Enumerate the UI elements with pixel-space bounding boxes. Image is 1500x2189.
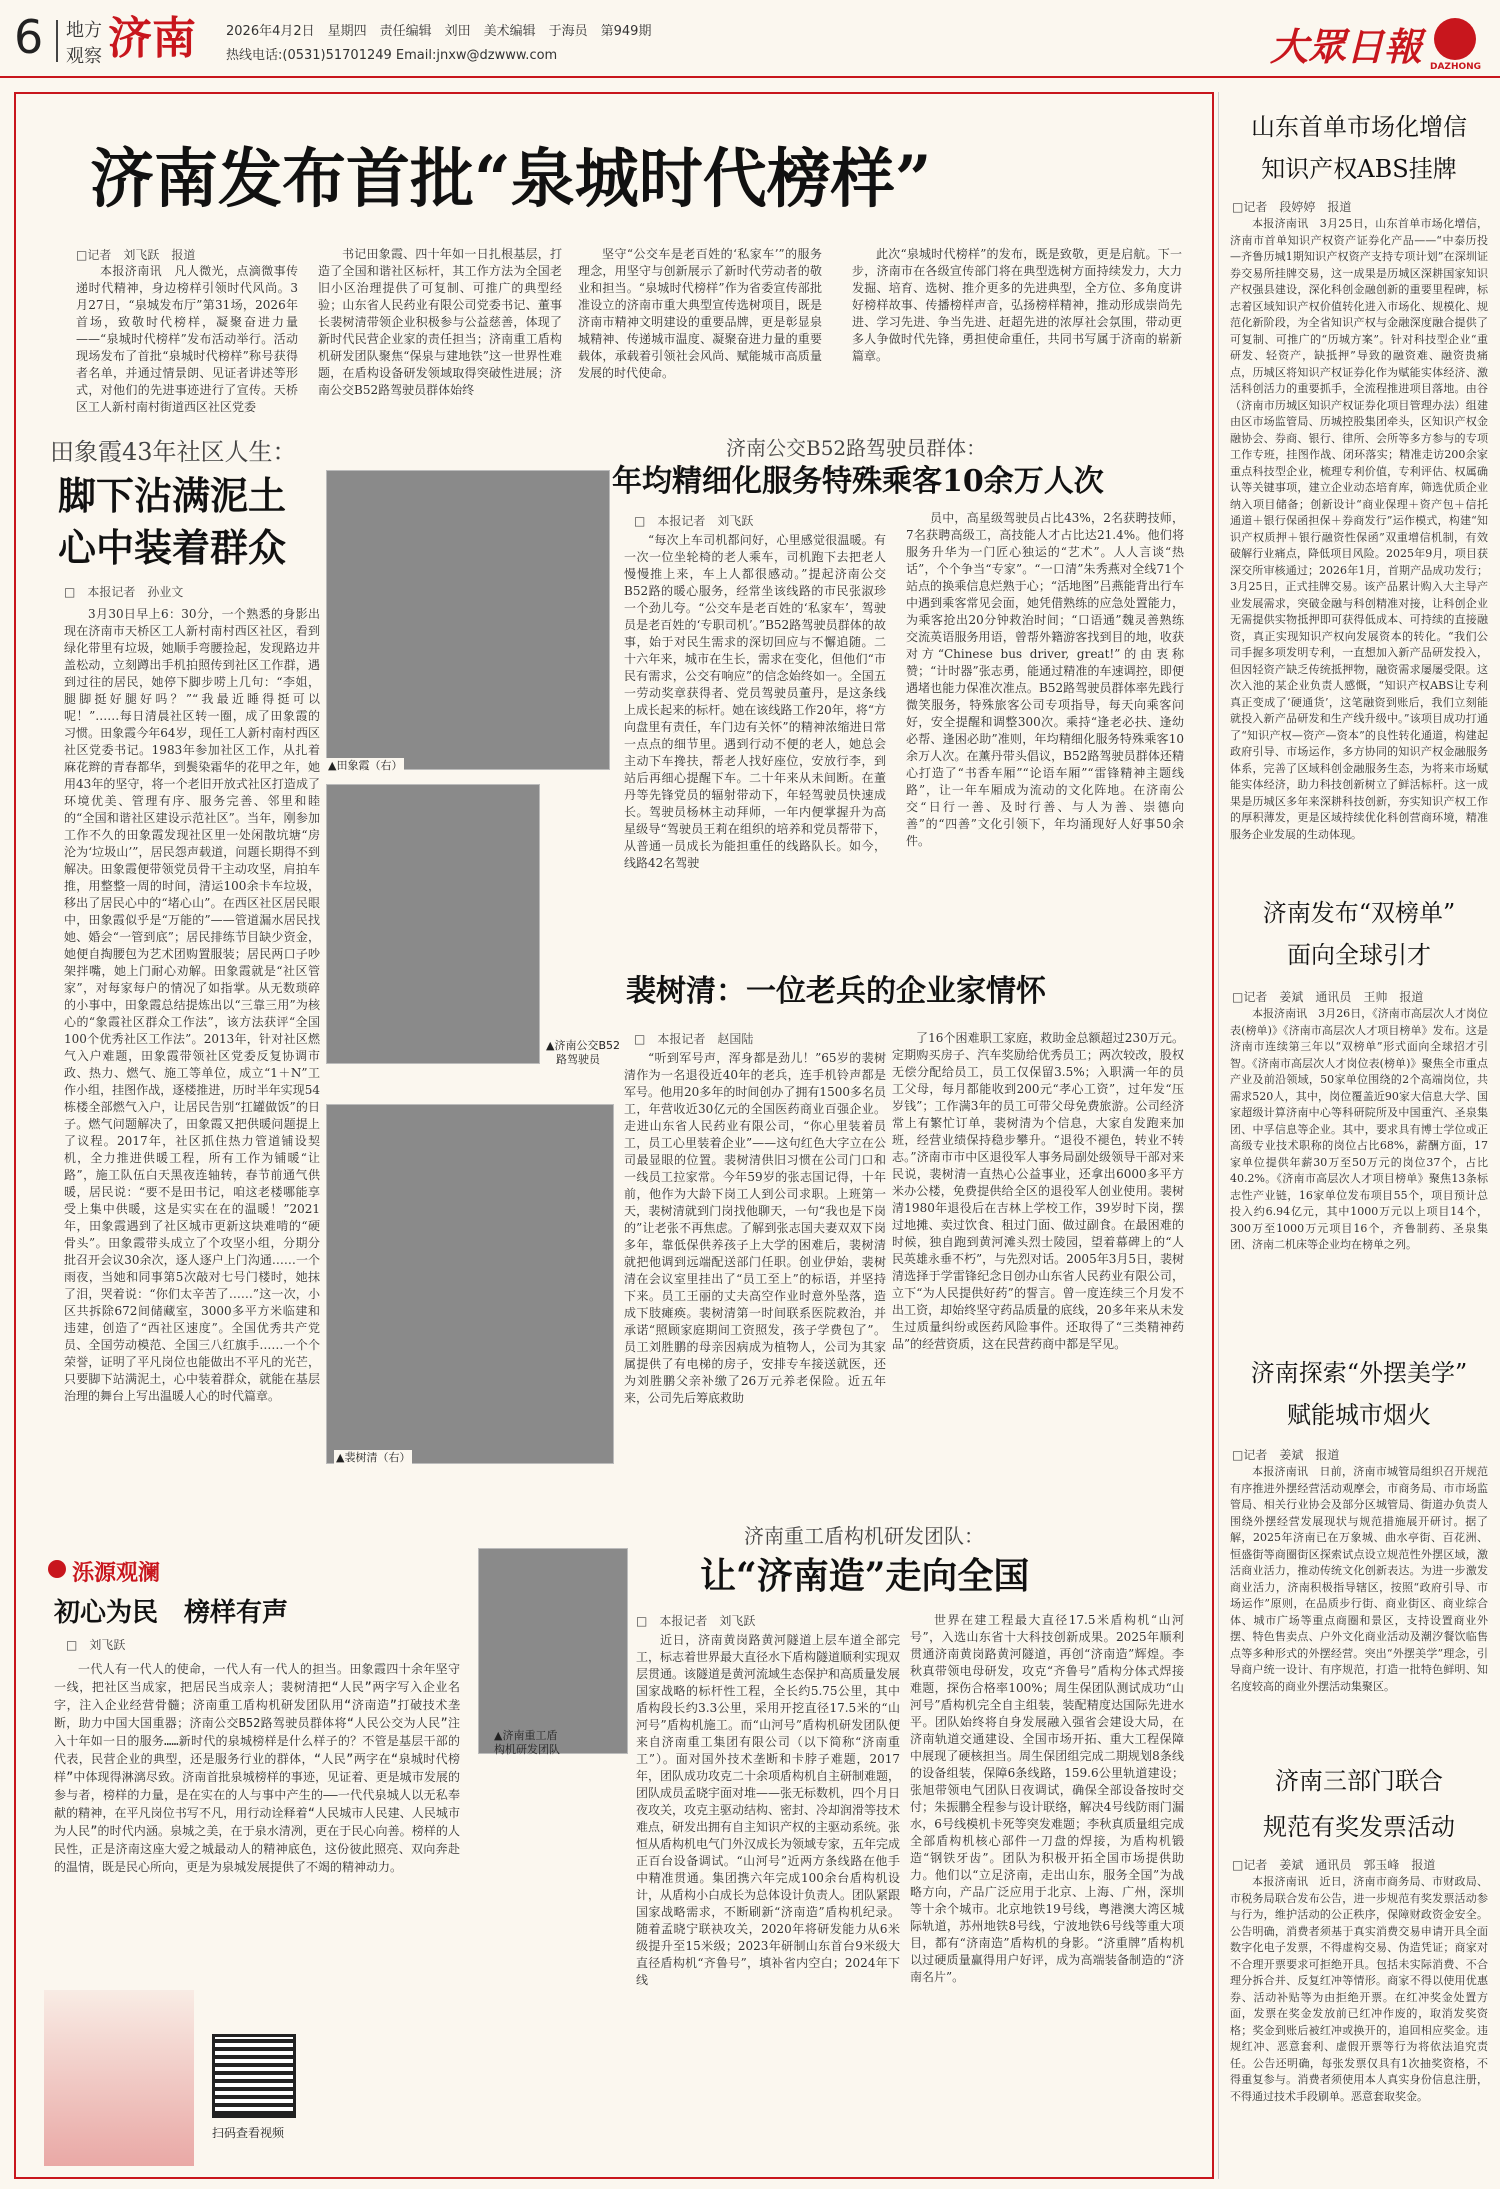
shield-byline: □ 本报记者 刘飞跃	[636, 1614, 756, 1628]
invoice-byline: □记者 姜斌 通讯员 郭玉峰 报道	[1232, 1858, 1436, 1872]
invoice-title-line2: 规范有奖发票活动	[1263, 1813, 1455, 1841]
photo-shield-team	[478, 1548, 628, 1754]
main-col4: 此次“泉城时代榜样”的发布，既是致敬，更是启航。下一步，济南市在各级宣传部门将在典型选树方面持续发力，大力发掘、培育、选树、推介更多的先进典型，全方位、多角度讲好榜样故事、传播榜样声音，弘扬榜样精神，推动形成崇尚先进、学习先进、争当先进、赶超先进的浓厚社会氛围，带动更多人争做时代先锋，勇担使命重任，共同书写属于济南的崭新篇章。	[852, 247, 1182, 363]
tian-byline: □ 本报记者 孙业文	[64, 585, 184, 599]
shield-col1: 近日，济南黄岗路黄河隧道上层车道全部完工，标志着世界最大直径水下盾构隧道顺利实现双层贯通。该隧道是黄河流域生态保护和高质量发展国家战略的标杆性工程，全长约5.75公里，其中盾构段长约3.3公里，采用开挖直径17.5米的“山河号”盾构机施工。而“山河号”盾构机研发团队便来自济南重工集团有限公司（以下简称“济南重工”）。面对国外技术垄断和卡脖子难题，2017年，团队成功攻克二十余项盾构机自主研制难题，团队成员孟晓宇面对堆——张无标数机，四个月日夜攻关，攻克主驱动结构、密封、冷却润滑等技术难点，研发出拥有自主知识产权的主驱动系统。张恒从盾构机电气门外汉成长为领域专家，五年完成正百台设备调试。“山河号”近两方条线路在他手中精准贯通。集团携六年完成100余台盾构机设计，从盾构小白成长为总体设计负责人。团队紧跟国家战略需求，不断刷新“济南造”盾构机纪录。随着孟晓宁联袂攻关，2020年将研发能力从6米级提升至15米级；2023年研制山东首台9米级大直径盾构机“齐鲁号”，填补省内空白；2024年下线	[636, 1633, 900, 1987]
right-rule	[1218, 92, 1219, 2179]
photo-bus-drivers	[326, 784, 540, 1064]
pei-title: 裴树清：一位老兵的企业家情怀	[626, 974, 1046, 1009]
logo-mark-icon	[1434, 18, 1476, 60]
shield-kicker: 济南重工盾构机研发团队：	[744, 1524, 984, 1548]
commentary-body: 一代人有一代人的使命，一代人有一代人的担当。田象霞四十余年坚守一线，把社区当成家，把居民当成亲人；裴树清把“人民”两字写入企业名字，注入企业经营骨髓；济南重工盾构机研发团队用“济南造”打破技术垄断，助力中国大国重器；济南公交B52路驾驶员群体将“人民公交为人民”注入十年如一日的服务……新时代的泉城榜样是什么样子的？不管是基层干部的代表，民营企业的典型，还是服务行业的群体，“人民”两字在“泉城时代榜样”中体现得淋漓尽致。济南首批泉城榜样的事迹，见证着、更是城市发展的参与者，榜样的力量，是在实在的人与事中产生的——一代代泉城人以无私奉献的精神，在平凡岗位书写不凡，用行动诠释着“人民城市人民建、人民城市为人民”的时代内涵。泉城之美，在于泉水清冽，更在于民心向善。榜样的人民性，正是济南这座大爱之城最动人的精神底色，这份彼此照亮、双向奔赴的温情，既是民心所向，更是为泉城发展提供了不竭的精神动力。	[54, 1662, 460, 1874]
invoice-title-line1: 济南三部门联合	[1275, 1767, 1443, 1795]
tian-title-line1: 脚下沾满泥土	[58, 473, 287, 518]
qr-caption: 扫码查看视频	[212, 2126, 285, 2140]
abs-title-line1: 山东首单市场化增信	[1251, 113, 1467, 141]
tian-body: 3月30日早上6：30分，一个熟悉的身影出现在济南市天桥区工人新村南村西区社区，看到绿化带里有垃圾，她顺手弯腰捡起，发现路边井盖松动，立刻蹲出手机拍照传到社区工作群，遇到过往的居民，她停下脚步唠上几句：“李姐，腿脚挺好腿好吗？”“我最近睡得挺可以呢！”……每日清晨社区转一圈，成了田象霞的习惯。田象霞今年64岁，现任工人新村南村西区社区党委书记。1983年参加社区工作，从扎着麻花辫的青春都华，到鬓染霜华的花甲之年，她用43年的坚守，将一个老旧开放式社区打造成了环境优美、管理有序、服务完善、邻里和睦的“全国和谐社区建设示范社区”。当年，刚参加工作不久的田象霞发现社区里一处闲散坑塘“房沦为‘垃圾山’”，居民怨声载道，问题长期得不到解决。田象霞便带领党员骨干主动攻坚，肩拍车推，用整整一周的时间，清运100余卡车垃圾，移出了居民心中的“堵心山”。在西区社区居民眼中，田象霞似乎是“万能的”——管道漏水居民找她、婚会“一管到底”；居民排练节目缺少资金，她便自掏腰包为艺术团购置服装；居民两口子吵架拌嘴，她上门耐心劝解。田象霞就是“社区管家”，对每家每户的情况了如指掌。从无数琐碎的小事中，田象霞总结提炼出以“三靠三用”为核心的“象霞社区群众工作法”，该方法获评“全国100个优秀社区工作法”。2013年，针对社区燃气入户难题，田象霞带领社区党委反复协调市政、热力、燃气、施工等单位，成立“1＋N”工作小组，挂图作战，逐楼推进，历时半年实现54栋楼全部燃气入户，让居民告别“扛罐做饭”的日子。燃气问题解决了，田象霞又把供暖问题提上了议程。2017年，社区抓住热力管道铺设契机，全力推进供暖工程，所有工作为铺暖“让路”，施工队伍白天黑夜连轴转，春节前通气供暖，居民说：“要不是田书记，咱这老楼哪能享受上集中供暖，这是实实在在的温暖！”2021年，田象霞遇到了社区城市更新这块难啃的“硬骨头”。田象霞带头成立了个攻坚小组，分期分批召开会议30余次，逐人逐户上门沟通……一个雨夜，当她和同事第5次敲对七号门楼时，她抹了泪，哭着说：“你们太辛苦了……”这一次，小区共拆除672间储藏室，3000多平方米临建和违建，创造了“西社区速度”。全国优秀共产党员、全国劳动模范、全国三八红旗手……一个个荣誉，证明了平凡岗位也能做出不平凡的光芒，只要脚下站满泥土，心中装着群众，就能在基层治理的舞台上写出温暖人心的时代篇章。	[64, 607, 320, 1403]
talent-byline: □记者 姜斌 通讯员 王帅 报道	[1232, 990, 1424, 1004]
caption-photo3: ▲裴树清（右）	[336, 1451, 411, 1464]
abs-byline: □记者 段婷婷 报道	[1232, 200, 1352, 214]
talent-body: 本报济南讯 3月26日，《济南市高层次人才岗位表(榜单)》《济南市高层次人才项目榜单》发布。这是济南市连续第三年以“双榜单”形式面向全球招才引智。《济南市高层次人才岗位表(榜单)》聚焦全市重点产业及前沿领域，50家单位围绕的2个高端岗位，共需求520人，其中，岗位覆盖近90家大信息大学、国家超级计算济南中心等科研院所及中国重汽、圣泉集团、中孚信息等企业。其中，要求具有博士学位或正高级专业技术职称的岗位占比68%，薪酬方面，17家单位提供年薪30万至50万元的岗位37个，占比40.2%。《济南市高层次人才项目榜单》聚焦13条标志性产业链，16家单位发布项目55个，项目预计总投入约6.94亿元，其中1000万元以上项目14个，300万至1000万元项目16个，齐鲁制药、圣泉集团、济南二机床等企业均在榜单之列。	[1230, 1007, 1488, 1251]
section-city: 济南	[108, 13, 196, 64]
shield-title: 让“济南造”走向全国	[700, 1555, 1030, 1597]
header-hotline: 热线电话:(0531)51701249 Email:jnxw@dzwww.com	[226, 48, 558, 63]
invoice-body: 本报济南讯 近日，济南市商务局、市财政局、市税务局联合发布公告，进一步规范有奖发票活动参与行为，维护活动的公正秩序，保障财政资金安全。公告明确，消费者须基于真实消费交易申请开具全面数字化电子发票，不得虚构交易、伪造凭证；商家对不合理开票要求可拒绝开具。包括未实际消费、不合理分拆合并、反复红冲等情形。商家不得以使用优惠券、活动补贴等为由拒绝开票。在红冲奖金处置方面，发票在奖金发放前已红冲作废的，取消发奖资格；奖金到账后被红冲或换开的，追回相应奖金。违规红冲、恶意套利、虚假开票等行为将依法追究责任。公告还明确，每张发票仅具有1次抽奖资格，不得重复参与。消费者须使用本人真实身份信息注册，不得通过技术手段刷单。恶意套取奖金。	[1230, 1875, 1488, 2103]
logo-text: 大眾日報	[1270, 24, 1423, 69]
caption-photo4a: ▲济南重工盾	[494, 1729, 558, 1742]
main-col3: 坚守“公交车是老百姓的‘私家车’”的服务理念，用坚守与创新展示了新时代劳动者的敬业和担当。“泉城时代榜样”作为省委宣传部批准设立的济南市重大典型宣传选树项目，既是济南市精神文明建设的重要品牌，更是彰显泉城精神、传递城市温度、凝聚奋进力量的重要载体，承载着引领社会风尚、赋能城市高质量发展的时代使命。	[578, 247, 822, 380]
caption-photo2a: ▲济南公交B52	[546, 1039, 621, 1052]
commentary-column-name: 泺源观澜	[72, 1560, 161, 1586]
abs-body: 本报济南讯 3月25日，山东首单市场化增信，济南市首单知识产权资产证券化产品——“中泰历投—齐鲁历城1期知识产权资产支持专项计划”在深圳证券交易所挂牌交易，这一成果是历城区深耕国家知识产权强县建设，深化科创金融创新的重要里程碑，标志着区域知识产权价值转化进入市场化、规模化、规范化新阶段，为全省知识产权与金融深度融合提供了可复制、可推广的“历城方案”。针对科技型企业“重研发、轻资产，缺抵押”导致的融资难、融资贵痛点，历城区将知识产权证券化作为赋能实体经济、激活科创活力的重要抓手，全流程推进项目落地。由谷（济南市历城区知识产权证券化项目管理办法）组建由区市场监管局、历城控股集团牵头，区知识产权金融协会、券商、银行、律所、会所等多方参与的专项工作专班，挂图作战、闭环落实；精准走访200余家重点科技型企业，梳理专利价值，专利评估、权属确认等关键事项，建立企业动态培育库，筛选优质企业纳入项目储备；创新设计“商业保理＋资产包＋信托通道＋银行保函担保＋券商发行”运作模式，构建“知识产权质押＋银行融资性保函”双重增信机制，有效破解行业痛点，降低项目风险。2025年9月，项目获深交所审核通过；2026年1月，首期产品成功发行；3月25日，正式挂牌交易。该产品累计购入大主导产业发展需求，突破金融与科创精准对接，让科创企业无需提供实物抵押即可获得低成本、可持续的直接融资，真正实现知识产权向发展资本的转化。“我们公司手握多项发明专利，一直想加入新产品研发投入，但因轻资产缺乏传统抵押物，融资需求屡屡受限。这次入池的某企业负责人感慨，“知识产权ABS让专利真正变成了‘硬通货’，这笔融资到账后，我们立刻能就投入新产品研发和生产线升级中。”该项目成功打通了“知识产权—资产—资本”的良性转化通道，构建起政府引导、市场运作，多方协同的知识产权金融服务体系，完善了区域科创金融服务生态，为将来市场赋能实体经济，助力科技创新树立了鲜活标杆。这一成果是历城区多年来深耕科技创新，夯实知识产权工作的厚积薄发，更是区域持续优化科创营商环境，精准服务企业发展的生动体现。	[1230, 217, 1488, 841]
commentary-column-logo	[48, 1556, 198, 1584]
bus-col2: 员中，高星级驾驶员占比43%，2名获聘技师，7名获聘高级工，高技能人才占比达21.4%。他们将服务升华为一门匠心独运的“艺术”。人人言谈“热话”，个个争当“专家”。“一口清”朱秀燕对全线71个站点的换乘信息烂熟于心；“活地图”吕燕能背出行车中遇到乘客常见会面，她凭借熟练的应急处置能力，为乘客抢出20分钟救治时间；“口语通”魏灵善熟练交流英语服务用语，曾帮外籍游客找到目的地，收获对方“Chinese bus driver, great!”的由衷称赞；“计时器”张志勇，能通过精准的车速调控，即便遇堵也能力保准次准点。B52路驾驶员群体率先践行微笑服务，特殊旅客公司专项指导，每天向乘客问好，安全提醒和调整300次。乘持“逢老必扶、逢幼必帮、逢困必助”准则，年均精细化服务特殊乘客10余万人次。在薰丹带头倡议，B52路驾驶员群体还精心打造了“书香车厢”“论语车厢”“雷锋精神主题线路”，让一年车厢成为流动的文化阵地。在济南公交“日行一善、及时行善、与人为善、崇德向善”的“四善”文化引领下，年均涌现好人好事50余件。	[906, 511, 1184, 848]
header-meta: 2026年4月2日 星期四 责任编辑 刘田 美术编辑 于海员 第949期	[226, 24, 652, 39]
commentary-author: □ 刘飞跃	[66, 1638, 126, 1652]
logo-sub: DAZHONG	[1430, 62, 1482, 72]
tian-kicker: 田象霞43年社区人生：	[50, 438, 297, 466]
bus-col1: “每次上车司机都问好，心里感觉很温暖。有一次一位坐轮椅的老人乘车，司机跑下去把老人慢慢推上来，车上人都很感动。”提起济南公交B52路的暖心服务，经常坐该线路的市民张淑珍一个劲儿夸。“公交车是老百姓的‘私家车’，驾驶员是老百姓的‘专职司机’。”B52路驾驶员群体的故事，始于对民生需求的深切回应与不懈追随。二十六年来，城市在生长，需求在变化，但他们“市民有需求，公交有响应”的信念始终如一。全国五一劳动奖章获得者、党员驾驶员董丹，是这条线上成长起来的标杆。她在该线路工作20年，将“方向盘里有责任，车门边有关怀”的精神浓缩进日常一点点的细节里。遇到行动不便的老人，她总会主动下车搀扶，帮老人找好座位，安放行李，到站后再细心提醒下车。二十年来从未间断。在董丹等先锋党员的辐射带动下，年轻驾驶员快速成长。驾驶员杨林主动拜师，一年内便掌握升为高星级导“驾驶员王莉在组织的培养和党员帮带下，从普通一员成长为能担重任的线路队长。如今，线路42名驾驶	[624, 533, 886, 870]
abs-title-line2: 知识产权ABS挂牌	[1261, 155, 1457, 183]
qr-code[interactable]	[212, 2034, 296, 2118]
shield-col2: 世界在建工程最大直径17.5米盾构机“山河号”，入选山东省十大科技创新成果。2025年顺利贯通济南黄岗路黄河隧道，再创“济南造”辉煌。李秋真带领电母研发，攻克“齐鲁号”盾构分体式焊接难题，探伤合格率100%；周生保团队测试成功“山河号”盾构机完全自主组装，装配精度达国际先进水平。团队始终将自身发展融入强省会建设大局，在济南轨道交通建设、全国市场开拓、重大工程保障中展现了硬核担当。周生保团组完成二期规划8条线的设备组装，保障6条线路，159.6公里轨道建设；张旭带领电气团队日夜调试，确保全部设备按时交付；朱振鹏全程参与设计联络，解决4号线防雨门漏水，6号线模机卡死等突发难题；李秋真质量组完成全部盾构机核心部件一刀盘的焊接，为盾构机锻造“钢铁牙齿”。团队为积极开拓全国市场提供助力。他们以“立足济南，走出山东，服务全国”为战略方向，产品广泛应用于北京、上海、广州，深圳等十余个城市。北京地铁19号线，粤港澳大湾区城际轨道，苏州地铁8号线，宁波地铁6号线等重大项目，都有“济南造”盾构机的身影。“济重牌”盾构机以过硬质量赢得用户好评，成为高端装备制造的“济南名片”。	[910, 1613, 1184, 1984]
bus-title: 年均精细化服务特殊乘客10余万人次	[612, 464, 1104, 499]
talent-title-line1: 济南发布“双榜单”	[1262, 899, 1456, 927]
street-title-line1: 济南探索“外摆美学”	[1250, 1359, 1468, 1387]
main-byline: □记者 刘飞跃 报道	[76, 248, 196, 262]
section-label-b: 观察	[66, 46, 102, 67]
caption-photo1: ▲田象霞（右）	[328, 759, 403, 772]
pei-col1: “听到军号声，浑身都是劲儿！”65岁的裴树清作为一名退役近40年的老兵，连手机铃声都是军号。他用20多年的时间创办了拥有1500多名员工，年营收近30亿元的全国医药商业百强企业。走进山东省人民药业有限公司，“你心里装着员工，员工心里装着企业”——这句红色大字立在公司最显眼的位置。裴树清供旧习惯在公司门口和一线员工拉家常。今年59岁的张志国记得，十年前，他作为大龄下岗工人到公司求职。上班第一天，裴树清就到门岗找他聊天，一句“我也是下岗的”让老张不再焦虑。了解到张志国夫妻双双下岗多年，靠低保供养孩子上大学的困难后，裴树清就把他调到远端配送部门任职。创业伊始，裴树清在会议室里挂出了“员工至上”的标语，并坚持下来。员工王丽的丈夫高空作业时意外坠落，造成下肢瘫痪。裴树清第一时间联系医院救治，并承诺“照顾家庭期间工资照发，孩子学费包了”。员工刘胜鹏的母亲因病成为植物人，公司为其家属提供了有电梯的房子，安排专车接送就医，还为刘胜鹏父亲补缴了26万元养老保险。近五年来，公司先后筹底救助	[624, 1051, 886, 1405]
tian-title-line2: 心中装着群众	[58, 525, 287, 570]
newspaper-logo	[1270, 14, 1490, 74]
street-byline: □记者 姜斌 报道	[1232, 1448, 1340, 1462]
main-col1: 本报济南讯 凡人微光，点滴微事传递时代精神，身边榜样引领时代风尚。3月27日，“泉城发布厅”第31场，2026年首场，致敬时代榜样，凝聚奋进力量——“泉城时代榜样”发布活动举行。活动现场发布了首批“泉城时代榜样”称号获得者名单，并通过情景朗、见证者讲述等形式，对他们的先进事迹进行了宣传。天桥区工人新村南村街道西区社区党委	[76, 264, 298, 414]
street-body: 本报济南讯 日前，济南市城管局组织召开规范有序推进外摆经营活动观摩会，市商务局、市市场监管局、相关行业协会及部分区城管局、街道办负责人围绕外摆经营发展现状与规范措施展开研讨。据了解，2025年济南已在万象城、曲水亭街、百花洲、恒盛街等商圈街区探索试点设立规范性外摆区域，激活商业活力，推动传统文化创新表达。为进一步激发商业活力，济南积极指导辖区，按照“政府引导、市场运作”原则，在品质步行街、商业街区、商业综合体、城市广场等重点商圈和景区，支持设置商业外摆、特色售卖点、户外文化商业活动及潮汐餐饮临售点等多种形式的外摆经营。突出“外摆美学”理念，引导商户统一设计、有序规范，打造一批特色鲜明、知名度较高的商业外摆活动集聚区。	[1230, 1465, 1488, 1693]
main-headline: 济南发布首批“泉城时代榜样”	[90, 142, 932, 217]
photo-pei-shuqing	[326, 1104, 614, 1464]
main-col2: 书记田象霞、四十年如一日扎根基层，打造了全国和谐社区标杆，其工作方法为全国老旧小区治理提供了可复制、可推广的典型经验；山东省人民药业有限公司党委书记、董事长裴树清带领企业积极参与公益慈善，体现了新时代民营企业家的责任担当；济南重工盾构机研发团队聚焦“保泉与建地铁”这一世界性难题，在盾构设备研发领域取得突破性进展；济南公交B52路驾驶员群体始终	[318, 247, 562, 397]
header-divider	[56, 20, 58, 62]
caption-photo4b: 构机研发团队	[494, 1743, 560, 1756]
street-title-line2: 赋能城市烟火	[1287, 1401, 1431, 1429]
header-rule	[0, 76, 1500, 78]
pei-byline: □ 本报记者 赵国陆	[634, 1032, 754, 1046]
wave-icon	[48, 1560, 66, 1578]
talent-title-line2: 面向全球引才	[1287, 941, 1431, 969]
photo-tian-xiangxia	[326, 470, 610, 770]
commentary-title: 初心为民 榜样有声	[54, 1598, 289, 1628]
pei-col2: 了16个困难职工家庭，救助金总额超过230万元。定期购买房子、汽车奖励给优秀员工；两次较改，股权无偿分配给员工，员工仅保留3.5%；入职满一年的员工父母，每月都能收到200元“孝心工资”，过年发“压岁钱”；工作满3年的员工可带父母免费旅游。公司经济常上有繁忙订单，裴树清为个信息，大家自发跑来加班，经营业绩保持稳步攀升。“退役不褪色，转业不转志。”济南市市中区退役军人事务局副处级领导干部对来民说，裴树清一直热心公益事业，还拿出6000多平方米办公楼，免费提供给全区的退役军人创业使用。裴树清1980年退役后在吉林上学校工作，39岁时下岗，摆过地摊、卖过饮食、租过门面、做过副食。在最困难的时候，独自跑到黄河滩头烈士陵园，望着幕碑上的“人民英雄永垂不朽”，与先烈对话。2005年3月5日，裴树清选择于学雷锋纪念日创办山东省人民药业有限公司，立下“为人民提供好药”的誓言。曾一度连续三个月发不出工资，却始终坚守药品质量的底线，20多年来从未发生过质量纠纷或医药风险事件。还取得了“三类精神药品”的经营资质，这在民营药商中都是罕见。	[892, 1031, 1184, 1351]
section-label-a: 地方	[66, 20, 102, 41]
bus-kicker: 济南公交B52路驾驶员群体：	[726, 436, 987, 460]
quancheng-monument-illustration	[44, 1990, 194, 2166]
bus-byline: □ 本报记者 刘飞跃	[634, 514, 754, 528]
caption-photo2b: 路驾驶员	[556, 1053, 600, 1066]
page-number: 6	[14, 10, 44, 64]
